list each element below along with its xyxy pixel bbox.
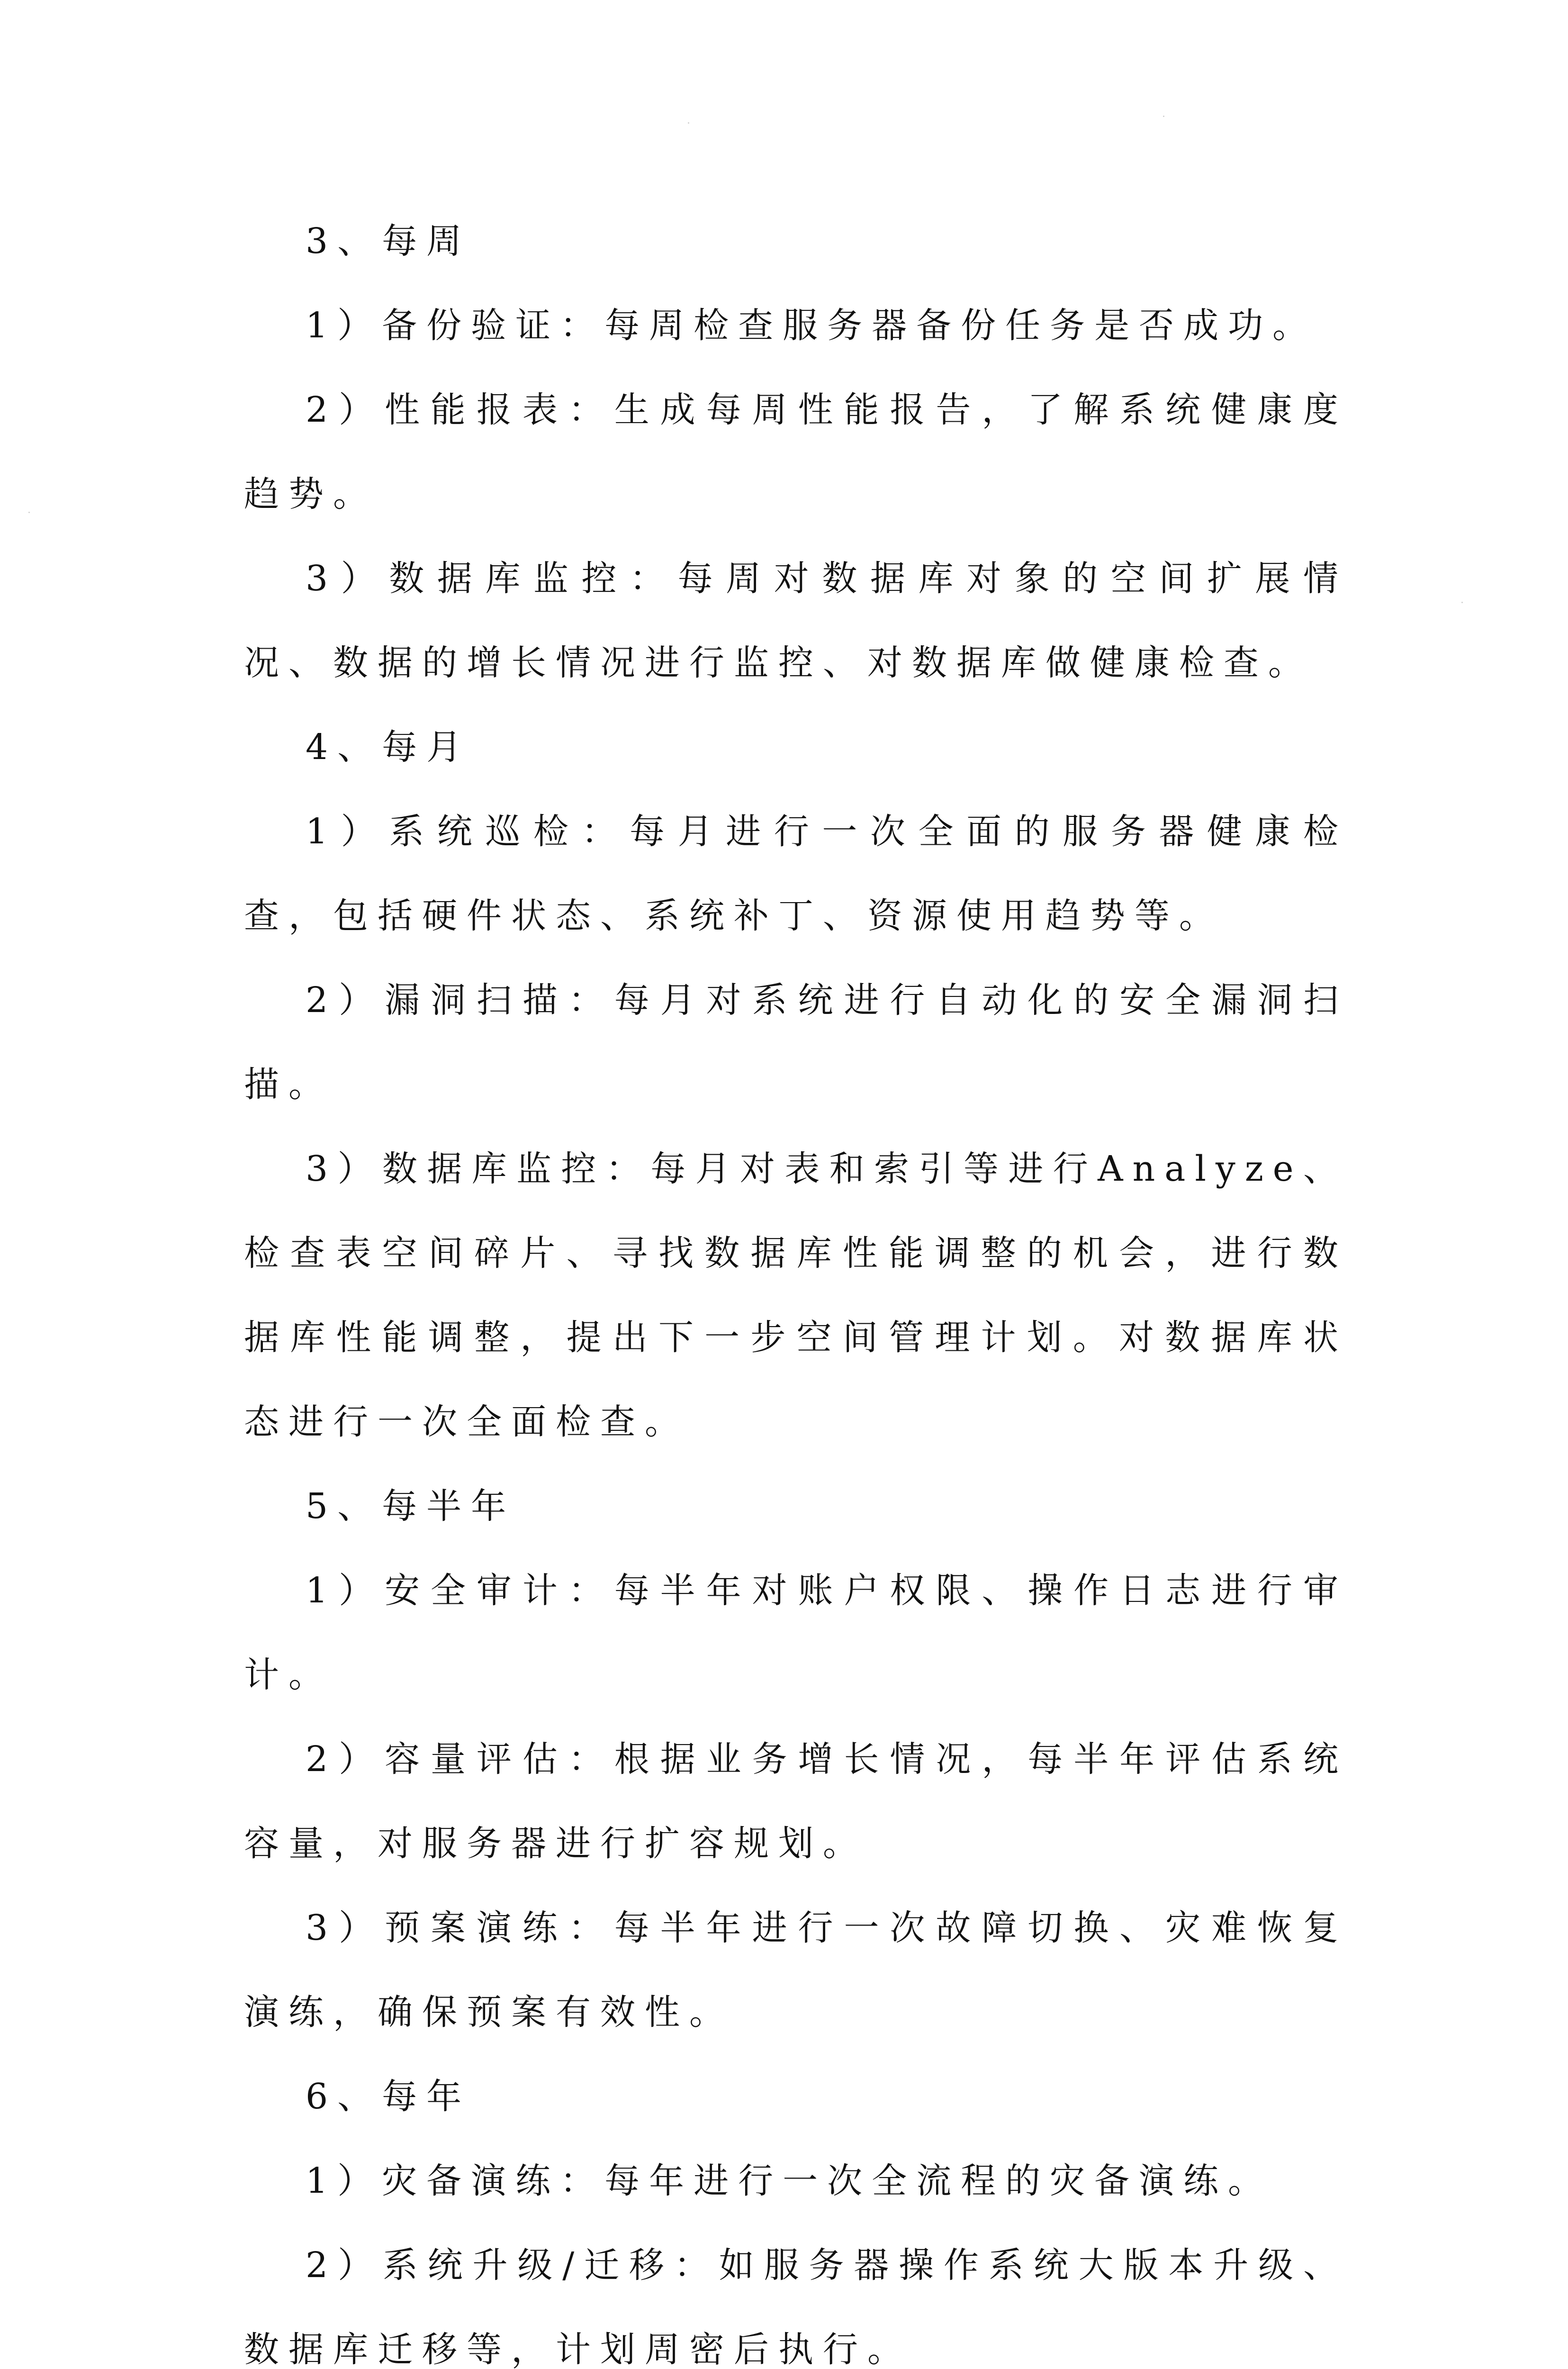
half-year-item-contingency-drill: 3）预案演练：每半年进行一次故障切换、灾难恢复演练，确保预案有效性。 bbox=[244, 1908, 1348, 2033]
half-year-item-capacity-assessment: 2）容量评估：根据业务增长情况，每半年评估系统容量，对服务器进行扩容规划。 bbox=[244, 1739, 1348, 1864]
yearly-item-disaster-recovery-drill: 1）灾备演练：每年进行一次全流程的灾备演练。 bbox=[306, 2161, 1273, 2201]
scan-speck bbox=[28, 512, 30, 513]
weekly-item-database-monitoring: 3）数据库监控：每周对数据库对象的空间扩展情况、数据的增长情况进行监控、对数据库做健康检查。 bbox=[244, 558, 1348, 683]
section-heading-monthly: 4、每月 bbox=[306, 727, 471, 768]
scan-speck bbox=[688, 122, 689, 124]
weekly-item-performance-report: 2）性能报表：生成每周性能报告，了解系统健康度趋势。 bbox=[244, 389, 1348, 515]
monthly-item-database-monitoring: 3）数据库监控：每月对表和索引等进行Analyze、检查表空间碎片、寻找数据库性能调整的机会，进行数据库性能调整，提出下一步空间管理计划。对数据库状态进行一次全面检查。 bbox=[244, 1148, 1348, 1442]
document-body bbox=[244, 199, 1348, 2369]
section-heading-yearly: 6、每年 bbox=[306, 2076, 471, 2117]
monthly-item-vulnerability-scan: 2）漏洞扫描：每月对系统进行自动化的安全漏洞扫描。 bbox=[244, 980, 1348, 1105]
section-heading-weekly: 3、每周 bbox=[306, 221, 471, 262]
section-heading-half-year: 5、每半年 bbox=[306, 1486, 516, 1527]
half-year-item-security-audit: 1）安全审计：每半年对账户权限、操作日志进行审计。 bbox=[244, 1570, 1348, 1695]
weekly-item-backup-verification: 1）备份验证：每周检查服务器备份任务是否成功。 bbox=[306, 305, 1317, 346]
monthly-item-system-inspection: 1）系统巡检：每月进行一次全面的服务器健康检查，包括硬件状态、系统补丁、资源使用趋势等。 bbox=[244, 811, 1348, 936]
scan-speck bbox=[1163, 116, 1164, 117]
yearly-item-system-upgrade-migration: 2）系统升级/迁移：如服务器操作系统大版本升级、数据库迁移等，计划周密后执行。 bbox=[244, 2245, 1348, 2369]
scan-speck bbox=[1461, 602, 1463, 603]
